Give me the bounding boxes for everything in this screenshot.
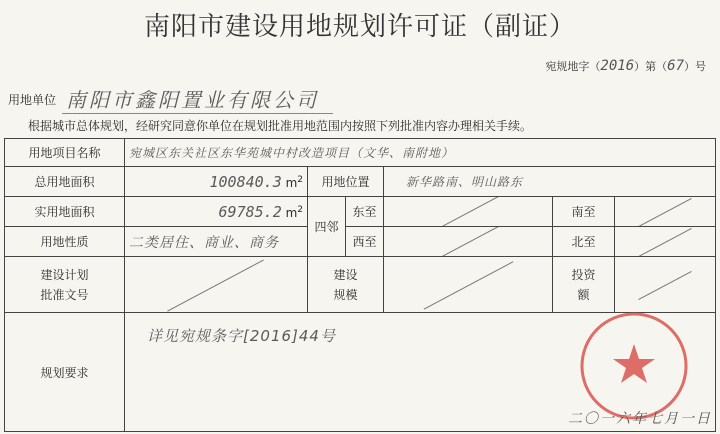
permit-year: 2016 xyxy=(600,58,635,74)
total-area-cell xyxy=(125,167,308,197)
plan-approval-value xyxy=(125,257,308,313)
actual-area-cell xyxy=(125,197,308,227)
land-user-row xyxy=(8,84,333,114)
permit-suffix: ）号 xyxy=(684,60,706,73)
permit-middle: ）第（ xyxy=(634,60,668,73)
scale-label-line1: 建设 xyxy=(333,267,358,282)
scale-label xyxy=(308,257,384,313)
project-name-label: 用地项目名称 xyxy=(5,139,125,167)
area-unit: m xyxy=(285,175,298,190)
plan-label-line1: 建设计划 xyxy=(40,267,89,282)
plan-approval-label xyxy=(5,257,125,313)
scale-label-line2: 规模 xyxy=(333,287,358,302)
area-unit-sup: 2 xyxy=(297,204,303,215)
four-neighbors-label: 四邻 xyxy=(308,197,346,257)
scale-value xyxy=(384,257,553,313)
area-unit-sup: 2 xyxy=(297,174,303,185)
actual-area-label: 实用地面积 xyxy=(5,197,125,227)
issue-date: 二〇一六年七月一日 xyxy=(568,411,712,427)
area-unit: m xyxy=(285,205,298,220)
land-nature-value: 二类居住、商业、商务 xyxy=(125,227,308,257)
location-value: 新华路南、明山路东 xyxy=(384,167,716,197)
east-value xyxy=(384,197,553,227)
north-label: 北至 xyxy=(553,227,615,257)
land-user-label: 用地单位 xyxy=(8,93,57,107)
requirements-value: 详见宛规条字[2016]44号 xyxy=(147,327,336,345)
land-nature-label: 用地性质 xyxy=(5,227,125,257)
intro-text: 根据城市总体规划，经研究同意你单位在规划批准用地范围内按照下列批准内容办理相关手续。 xyxy=(28,119,533,133)
total-area-label: 总用地面积 xyxy=(5,167,125,197)
invest-label-line1: 投资 xyxy=(571,267,596,282)
project-name-value: 宛城区东关社区东华苑城中村改造项目（文华、南附地） xyxy=(125,139,716,167)
total-area-value: 100840.3 xyxy=(209,172,282,191)
document-title: 南阳市建设用地规划许可证（副证） xyxy=(143,12,576,42)
south-value xyxy=(615,197,716,227)
east-label: 东至 xyxy=(346,197,384,227)
actual-area-value: 69785.2 xyxy=(218,202,282,221)
official-seal xyxy=(578,310,690,422)
north-value xyxy=(615,227,716,257)
requirements-label: 规划要求 xyxy=(5,313,125,432)
west-value xyxy=(384,227,553,257)
west-label: 西至 xyxy=(346,227,384,257)
investment-label xyxy=(553,257,615,313)
permit-number xyxy=(545,58,706,74)
plan-label-line2: 批准文号 xyxy=(40,287,89,302)
land-user-value: 南阳市鑫阳置业有限公司 xyxy=(62,84,333,114)
permit-prefix: 宛规地字（ xyxy=(545,60,601,73)
south-label: 南至 xyxy=(553,197,615,227)
permit-serial: 67 xyxy=(667,58,684,74)
invest-label-line2: 额 xyxy=(577,287,590,302)
location-label: 用地位置 xyxy=(308,167,384,197)
investment-value xyxy=(615,257,716,313)
